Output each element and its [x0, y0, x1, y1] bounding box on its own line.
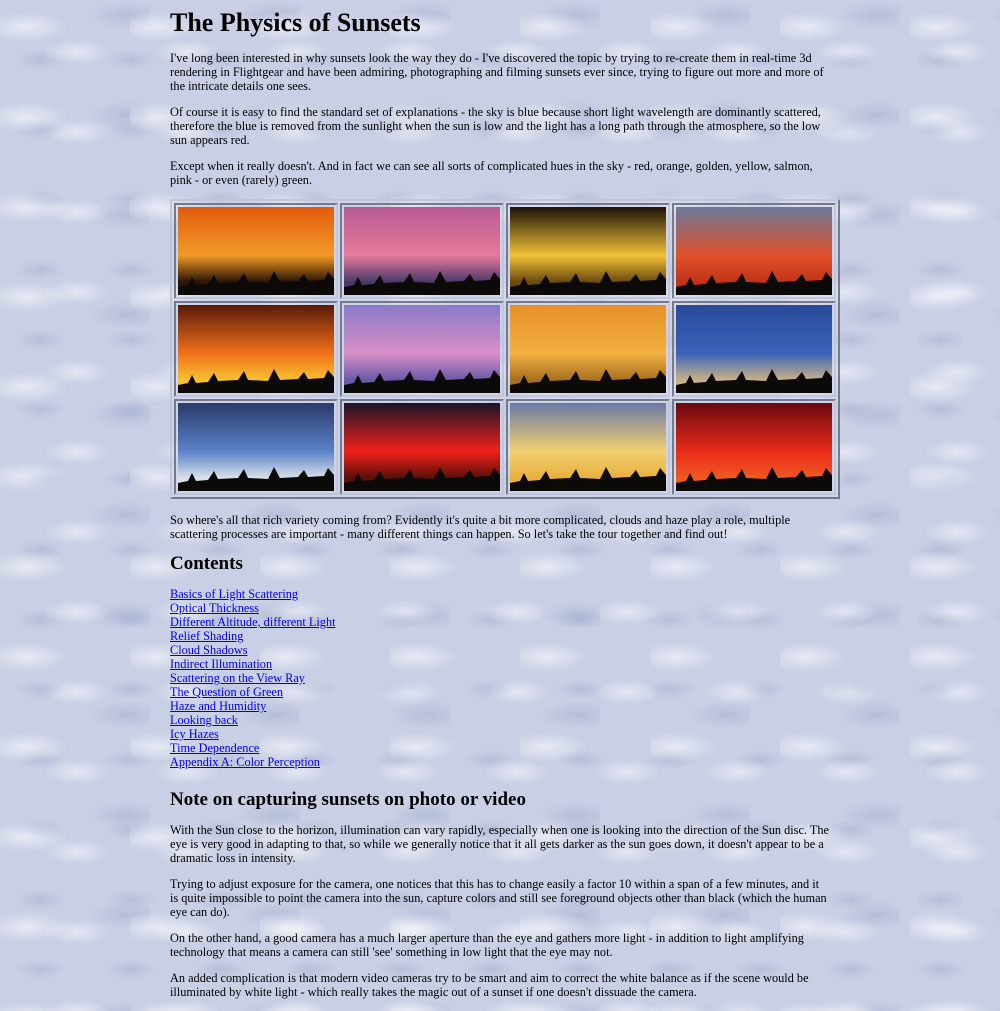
treeline-silhouette: [344, 363, 500, 393]
note-paragraph-1: With the Sun close to the horizon, illumination can vary rapidly, especially when one is looking into the direction of the Sun disc. The eye is very good in adapting to that, so while we generally notice that it all gets darker as the sun goes down, it doesn't appear to be a dramatic loss in intensity.: [170, 823, 829, 865]
gallery-cell: [672, 399, 836, 495]
gallery-cell: [672, 301, 836, 397]
toc-link[interactable]: The Question of Green: [170, 685, 284, 699]
sunset-photo[interactable]: [676, 403, 832, 491]
sunset-photo[interactable]: [510, 305, 666, 393]
gallery-cell: [506, 399, 670, 495]
treeline-silhouette: [676, 363, 832, 393]
sunset-photo-gallery: [170, 199, 840, 499]
treeline-silhouette: [510, 363, 666, 393]
note-paragraph-3: On the other hand, a good camera has a much larger aperture than the eye and gathers more light - in addition to light amplifying technology that means a camera can still 'see' something in low light that the eye may not.: [170, 931, 804, 959]
toc-link[interactable]: Haze and Humidity: [170, 699, 267, 713]
note-paragraph-2: Trying to adjust exposure for the camera, one notices that this has to change easily a factor 10 within a span of a few minutes, and it is quite impossible to point the camera into the sun, capture colors and still see foreground objects other than black (which the human eye can do).: [170, 877, 827, 919]
gallery-cell: [340, 301, 504, 397]
gallery-cell: [340, 203, 504, 299]
sunset-photo[interactable]: [344, 305, 500, 393]
toc-link[interactable]: Looking back: [170, 713, 238, 727]
toc-link[interactable]: Relief Shading: [170, 629, 244, 643]
sunset-photo[interactable]: [178, 305, 334, 393]
toc-link[interactable]: Appendix A: Color Perception: [170, 755, 320, 769]
treeline-silhouette: [510, 265, 666, 295]
intro-paragraph-2: Of course it is easy to find the standard set of explanations - the sky is blue because short light wavelength are dominantly scattered, therefore the blue is removed from the sunlight when the sun is low and the light has a long path through the atmosphere, so the low sun appears red.: [170, 105, 821, 147]
sunset-photo[interactable]: [510, 207, 666, 295]
sunset-photo[interactable]: [178, 207, 334, 295]
sunset-photo[interactable]: [676, 207, 832, 295]
page-content: [170, 8, 830, 1011]
treeline-silhouette: [178, 461, 334, 491]
toc-link[interactable]: Indirect Illumination: [170, 657, 273, 671]
treeline-silhouette: [178, 265, 334, 295]
treeline-silhouette: [344, 265, 500, 295]
sunset-photo[interactable]: [344, 403, 500, 491]
gallery-cell: [174, 399, 338, 495]
page-title: The Physics of Sunsets: [170, 8, 421, 37]
gallery-cell: [340, 399, 504, 495]
sunset-photo[interactable]: [510, 403, 666, 491]
toc-link[interactable]: Time Dependence: [170, 741, 260, 755]
after-gallery-paragraph: So where's all that rich variety coming from? Evidently it's quite a bit more complicated, clouds and haze play a role, multiple scattering processes are important - many different things can happen. So let's take the tour together and find out!: [170, 513, 791, 541]
contents-heading: Contents: [170, 553, 243, 574]
treeline-silhouette: [178, 363, 334, 393]
toc-link[interactable]: Optical Thickness: [170, 601, 259, 615]
treeline-silhouette: [676, 461, 832, 491]
gallery-cell: [174, 301, 338, 397]
treeline-silhouette: [344, 461, 500, 491]
sunset-photo[interactable]: [344, 207, 500, 295]
sunset-photo[interactable]: [178, 403, 334, 491]
toc-link[interactable]: Basics of Light Scattering: [170, 587, 299, 601]
sunset-photo[interactable]: [676, 305, 832, 393]
table-of-contents: [170, 587, 830, 769]
note-heading: Note on capturing sunsets on photo or video: [170, 789, 526, 810]
gallery-cell: [174, 203, 338, 299]
toc-link[interactable]: Cloud Shadows: [170, 643, 248, 657]
toc-link[interactable]: Icy Hazes: [170, 727, 219, 741]
gallery-cell: [672, 203, 836, 299]
intro-paragraph-3: Except when it really doesn't. And in fact we can see all sorts of complicated hues in the sky - red, orange, golden, yellow, salmon, pink - or even (rarely) green.: [170, 159, 813, 187]
gallery-cell: [506, 301, 670, 397]
treeline-silhouette: [676, 265, 832, 295]
gallery-cell: [506, 203, 670, 299]
treeline-silhouette: [510, 461, 666, 491]
note-paragraph-4: An added complication is that modern video cameras try to be smart and aim to correct the white balance as if the scene would be illuminated by white light - which really takes the magic out of a sunset if one doesn't dissuade the camera.: [170, 971, 809, 999]
toc-link[interactable]: Scattering on the View Ray: [170, 671, 305, 685]
intro-paragraph-1: I've long been interested in why sunsets look the way they do - I've discovered the topic by trying to re-create them in real-time 3d rendering in Flightgear and have been admiring, photographing and filming sunsets ever since, trying to figure out more and more of the intricate details one sees.: [170, 51, 824, 93]
toc-link[interactable]: Different Altitude, different Light: [170, 615, 336, 629]
